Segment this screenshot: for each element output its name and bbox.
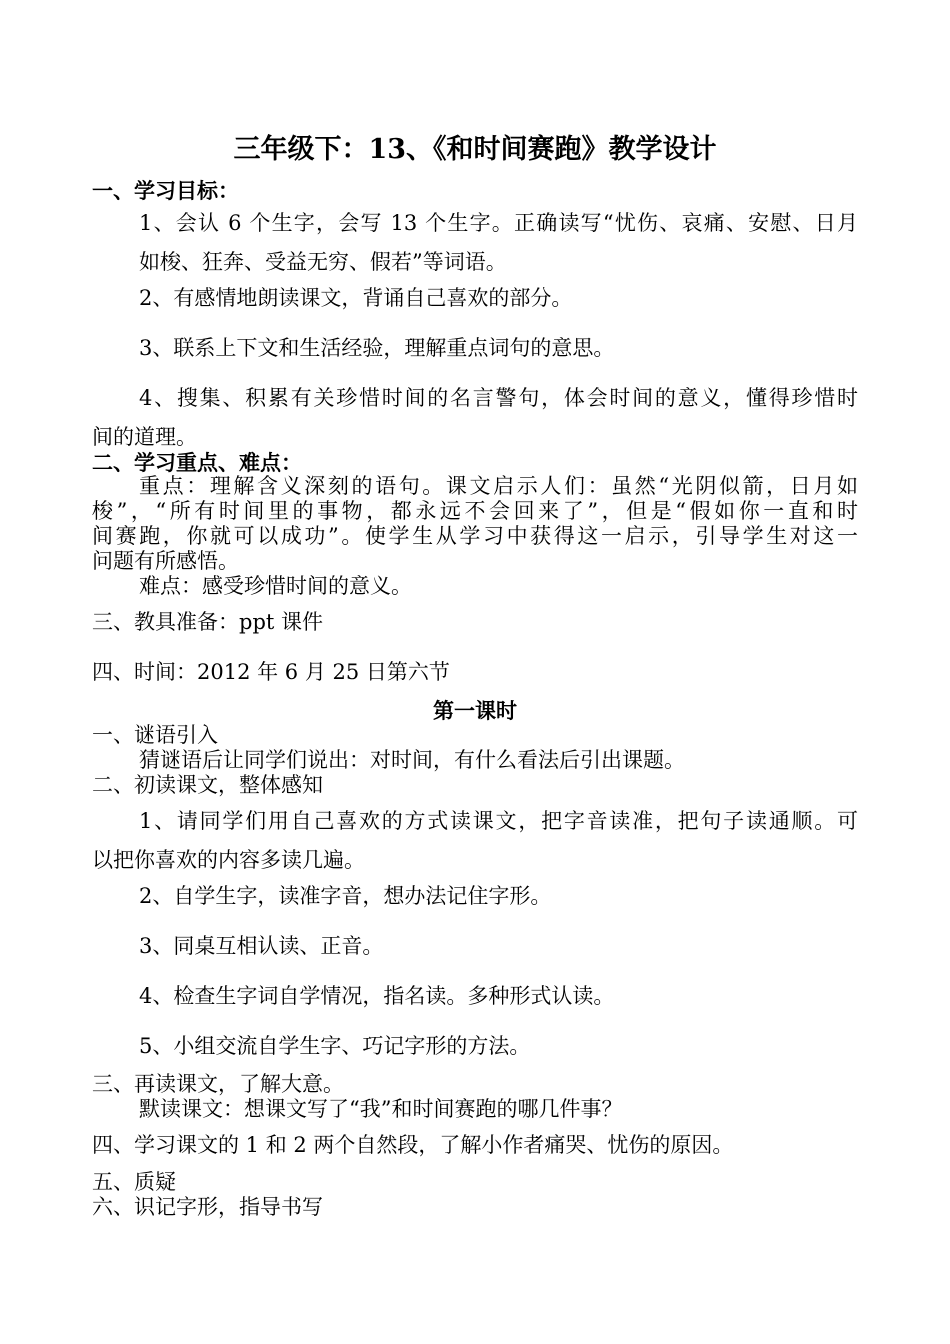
step-2-item-1-line-2: 以把你喜欢的内容多读几遍。 bbox=[92, 848, 365, 872]
step-1-detail: 猜谜语后让同学们说出：对时间，有什么看法后引出课题。 bbox=[139, 748, 685, 772]
step-5-heading: 五、质疑 bbox=[92, 1170, 176, 1194]
step-4-heading: 四、学习课文的 1 和 2 两个自然段，了解小作者痛哭、忧伤的原因。 bbox=[92, 1133, 734, 1157]
step-2-item-2: 2、自学生字，读准字音，想办法记住字形。 bbox=[139, 884, 552, 908]
goal-item-1-line-1: 1、会认 6 个生字，会写 13 个生字。正确读写“忧伤、哀痛、安慰、日月 bbox=[139, 211, 858, 235]
step-2-item-4: 4、检查生字词自学情况，指名读。多种形式认读。 bbox=[139, 984, 615, 1008]
step-3-detail: 默读课文：想课文写了“我”和时间赛跑的哪几件事？ bbox=[139, 1097, 623, 1121]
step-3-heading: 三、再读课文，了解大意。 bbox=[92, 1072, 344, 1096]
tools-line: 三、教具准备：ppt 课件 bbox=[92, 610, 323, 634]
focus-key-line-1: 重点：理解含义深刻的语句。课文启示人们：虽然“光阴似箭，日月如 bbox=[139, 474, 858, 498]
focus-heading: 二、学习重点、难点： bbox=[92, 450, 302, 475]
focus-key-line-2: 梭”，“所有时间里的事物，都永远不会回来了”，但是“假如你一直和时 bbox=[92, 499, 858, 523]
step-6-heading: 六、识记字形，指导书写 bbox=[92, 1195, 323, 1219]
focus-key-line-4: 问题有所感悟。 bbox=[92, 549, 239, 573]
goal-item-4-line-1: 4、搜集、积累有关珍惜时间的名言警句，体会时间的意义，懂得珍惜时 bbox=[139, 386, 858, 410]
step-1-heading: 一、谜语引入 bbox=[92, 723, 218, 747]
step-2-item-3: 3、同桌互相认读、正音。 bbox=[139, 934, 384, 958]
goal-item-3: 3、联系上下文和生活经验，理解重点词句的意思。 bbox=[139, 336, 615, 360]
goal-item-4-line-2: 间的道理。 bbox=[92, 425, 197, 449]
time-line: 四、时间：2012 年 6 月 25 日第六节 bbox=[92, 660, 450, 684]
focus-difficulty: 难点：感受珍惜时间的意义。 bbox=[139, 574, 412, 598]
focus-key-line-3: 间赛跑，你就可以成功”。使学生从学习中获得这一启示，引导学生对这一 bbox=[92, 524, 858, 548]
lesson-title: 第一课时 bbox=[433, 698, 517, 723]
step-2-item-1-line-1: 1、请同学们用自己喜欢的方式读课文，把字音读准，把句子读通顺。可 bbox=[139, 809, 858, 833]
step-2-heading: 二、初读课文，整体感知 bbox=[92, 773, 323, 797]
step-2-item-5: 5、小组交流自学生字、巧记字形的方法。 bbox=[139, 1034, 531, 1058]
goals-heading: 一、学习目标： bbox=[92, 178, 239, 203]
document-title: 三年级下：13、《和时间赛跑》教学设计 bbox=[233, 134, 717, 165]
goal-item-2: 2、有感情地朗读课文，背诵自己喜欢的部分。 bbox=[139, 286, 573, 310]
goal-item-1-line-2: 如梭、狂奔、受益无穷、假若”等词语。 bbox=[139, 250, 507, 274]
